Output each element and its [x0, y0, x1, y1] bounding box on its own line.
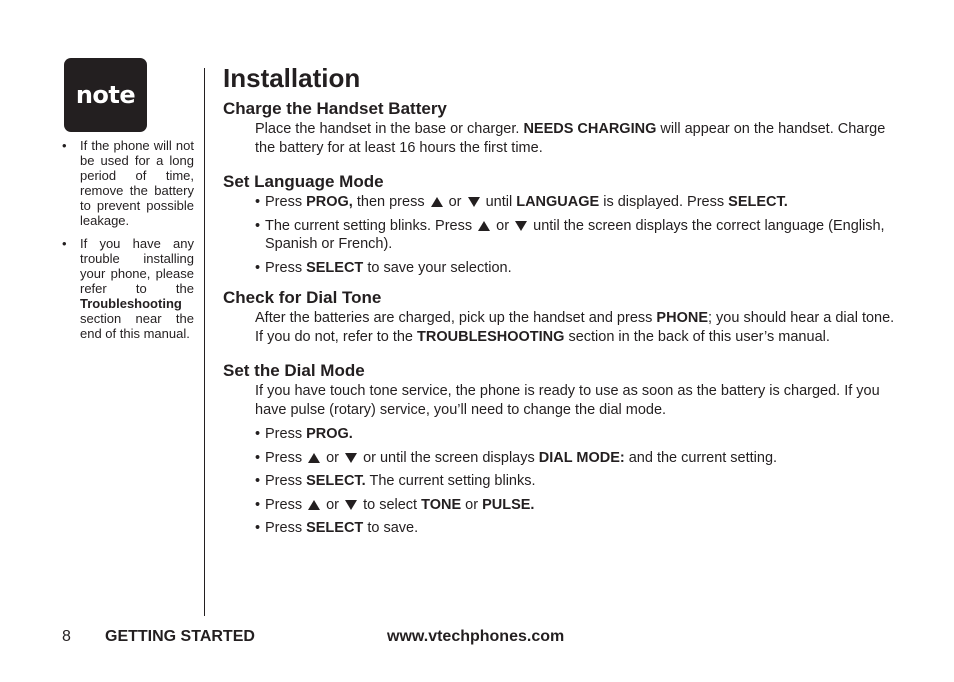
dial-mode-paragraph: If you have touch tone service, the phone is ready to use as soon as the battery is charged. If you have pulse (rotary) service, you’ll need to change the dial mode. — [255, 383, 880, 418]
up-arrow-icon — [308, 500, 320, 510]
list-item: • Press or to select TONE or PULSE. — [255, 496, 535, 513]
list-item: • The current setting blinks. Press or until the screen displays the correct language (English, Spanish or French). — [255, 217, 885, 252]
main-content — [223, 62, 903, 543]
footer-section-title: GETTING STARTED — [105, 628, 255, 645]
battery-paragraph: Place the handset in the base or charger. NEEDS CHARGING will appear on the handset. Charge the battery for at least 16 hours the first time. — [255, 121, 886, 156]
list-item: • Press PROG, then press or until LANGUAGE is displayed. Press SELECT. — [255, 194, 788, 210]
down-arrow-icon — [515, 221, 527, 231]
page-number: 8 — [62, 628, 71, 645]
note-label: note — [75, 81, 136, 109]
bullet: • — [62, 138, 67, 153]
sidebar-note-item — [62, 138, 194, 228]
column-divider — [204, 68, 205, 616]
dial-tone-paragraph: After the batteries are charged, pick up the handset and press PHONE; you should hear a dial tone. If you do not, refer to the TROUBLESHOOTING section in the back of this user’s manual. — [255, 310, 895, 345]
up-arrow-icon — [431, 197, 443, 207]
list-item: • Press SELECT to save. — [255, 520, 419, 536]
up-arrow-icon — [478, 221, 490, 231]
sidebar-note-text: If you have any trouble installing your phone, please refer to the Troubleshooting section near the end of this manual. — [80, 236, 194, 341]
note-badge — [64, 58, 147, 132]
list-item: • Press PROG. — [255, 426, 353, 442]
sidebar-note-item — [62, 236, 194, 341]
bullet: • — [62, 236, 67, 251]
down-arrow-icon — [468, 197, 480, 207]
sidebar-notes — [62, 138, 194, 349]
footer-url: www.vtechphones.com — [387, 628, 565, 645]
down-arrow-icon — [345, 453, 357, 463]
section-heading-battery: Charge the Handset Battery — [223, 99, 447, 118]
list-item: • Press or or until the screen displays DIAL MODE: and the current setting. — [255, 449, 778, 466]
section-heading-language: Set Language Mode — [223, 172, 384, 191]
list-item: • Press SELECT to save your selection. — [255, 259, 512, 276]
up-arrow-icon — [308, 453, 320, 463]
page-title: Installation — [223, 63, 361, 93]
list-item: • Press SELECT. The current setting blinks. — [255, 473, 536, 489]
down-arrow-icon — [345, 500, 357, 510]
section-heading-dial-tone: Check for Dial Tone — [223, 288, 382, 307]
troubleshooting-ref: Troubleshooting — [80, 296, 182, 311]
sidebar-note-text: If the phone will not be used for a long period of time, remove the battery to prevent possible leakage. — [80, 138, 194, 228]
section-heading-dial-mode: Set the Dial Mode — [223, 361, 365, 380]
